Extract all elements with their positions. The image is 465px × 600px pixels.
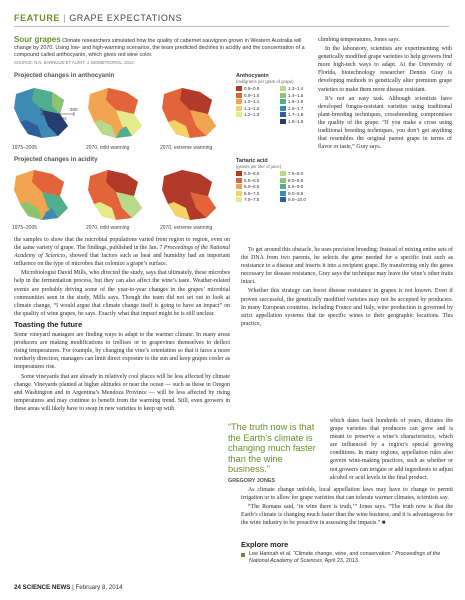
legend-label: 7.5–8.0 [288,171,304,176]
legend-title: Anthocyanin [236,73,269,79]
legend-item [236,119,276,124]
legend-item [236,106,276,111]
legend-label: 5.0–5.5 [244,171,260,176]
map-label-mild: 2070, mild warming [86,145,130,151]
map-acidity-1975-2005 [14,170,68,220]
map-label-baseline: 1975–2005 [12,145,38,151]
legend-item [280,106,320,111]
legend-item [280,191,320,196]
legend-swatch [236,99,242,104]
body-column-right-wide [241,246,453,329]
legend-item [236,99,276,104]
legend-label: 1.2–1.3 [244,112,260,117]
acidity-maps [12,164,232,230]
anthocyanin-legend [236,73,320,124]
legend-unit: (milligrams per gram of grape) [236,79,294,84]
acidity-title: Projected changes in acidity [14,156,98,163]
legend-label: 9.5–10.0 [288,197,306,202]
legend-swatch [236,178,242,183]
legend-swatch [280,93,286,98]
legend-item [236,191,276,196]
legend-item [280,184,320,189]
legend-item [280,99,320,104]
section-label: FEATURE [14,13,61,23]
legend-label: 1.3–1.4 [288,86,304,91]
anthocyanin-maps [12,80,232,152]
map-label-extreme-acid: 2070, extreme warming [160,225,213,231]
legend-unit-acid: (grams per liter of juice) [236,164,282,169]
paragraph: Some vineyard managers are finding ways to adapt to the warmer climate. In many areas producers are making modifications to trellises or to grapevines themselves to deflect rising temperatures. For example, by changing the vine’s orientation so that it faces a more northerly direction, managers can limit direct exposure to the sun and keep grapes cooler as temperatures rise. [14,332,230,371]
legend-swatch [236,191,242,196]
legend-label: 0.9–1.0 [244,92,260,98]
legend-label: 5.5–6.0 [244,177,260,183]
legend-label: 6.0–6.5 [244,184,260,189]
legend-swatch [236,93,242,98]
legend-label: 9.0–9.5 [288,190,304,196]
subheading: Toasting the future [14,319,83,329]
legend-label: 8.5–9.0 [288,184,304,189]
legend-swatch [236,106,242,111]
paragraph: It’s not an easy task. Although scientists have developed fungus-resistant varieties using traditional plant-breeding techniques, crossbreeding compromises the quality of the grape. “If you make a cross using traditional breeding techniques, you don’t get anything that resembles the original parent grape in terms of flavor or taste,” Gray says. [318,95,452,151]
journal-name: Proceedings of the National Academy of Sciences [14,245,231,260]
legend-item [236,171,276,176]
legend-label: 1.1–1.2 [244,105,260,111]
legend-item [236,86,276,91]
map-label-extreme: 2070, extreme warming [160,145,213,151]
pull-quote [228,422,326,485]
paragraph: In the laboratory, scientists are experimenting with genetically modified grape varieties to help growers find more high-tech ways to adapt. At the University of Florida, biotechnology researcher Dennis Gray is developing methods to genetically alter premium grape varieties to make them more disease resistant. [318,46,452,93]
legend-label: 1.0–1.1 [244,99,260,104]
legend-item [280,171,320,176]
legend-label: 1.7–1.8 [288,112,304,117]
legend-swatch [280,86,286,91]
legend-label: 0.8–0.9 [244,86,260,91]
anthocyanin-title: Projected changes in anthocyanin [14,72,115,79]
legend-swatch [280,178,286,183]
paragraph: “The Romans said, ‘in wine there is truth,’” Jones says. “The truth now is that the Earth’s climate is changing much faster than the wine business, and it is advantageous for the wine industry to be proactive in assessing the impacts.” ■ [241,504,453,527]
section-header: FEATURE | GRAPE EXPECTATIONS [14,13,183,23]
legend-label: 1.6–1.7 [288,105,304,111]
legend-swatch [236,171,242,176]
body-column-left [14,236,230,414]
paragraph [14,236,230,268]
legend-label: 8.0–8.5 [288,177,304,183]
figure-source: SOURCE: N.N. BARNUUD ET AL/INT. J. BIOMETEOROL. 2013 [14,60,134,65]
figure-title: Sour grapes [14,35,61,44]
paragraph: Some vineyards that are already in relatively cool places will be less affected by climate change. Vineyards planted at higher altitudes or near the ocean — such as those in Oregon and Washington and in Argentina’s Mendoza Province — will be less affected by rising temperatures and may continue to benefit from the warming trend. Still, even growers in these areas will likely have to swap in new varieties to keep up with [14,373,230,412]
publication-name: SCIENCE NEWS [22,584,71,591]
legend-label: 1.5–1.6 [288,99,304,104]
legend-swatch [280,184,286,189]
reference-journal: Proceedings of the National Academy of Sciences [249,551,441,565]
map-label-baseline-acid: 1975–2005 [12,225,38,231]
map-anthocyanin-1975-2005 [14,88,68,138]
scale-zero: 0 [40,107,43,112]
legend-label: 1.4–1.5 [288,92,304,98]
explore-title: Explore more [241,540,289,549]
legend-item [236,93,276,98]
legend-swatch [236,197,242,202]
legend-swatch [280,197,286,202]
bullet-icon [241,553,245,557]
legend-swatch [280,112,286,117]
issue-date: February 8, 2014 [75,584,123,591]
map-label-mild-acid: 2070, mild warming [86,225,130,231]
legend-swatch [236,112,242,117]
section-title: GRAPE EXPECTATIONS [69,13,183,23]
legend-label: 7.0–7.5 [244,197,260,202]
page-footer [14,584,123,591]
legend-item [236,184,276,189]
legend-grid [236,86,320,124]
figure-description: Climate researchers simulated how the quality of cabernet sauvignon grown in Western Australia will change by 2070. Using low- and high-warming scenarios, the team predicted declines in acidity and the concentration of a compound called anthocyanin, which gives red wine color. [14,38,305,58]
legend-swatch [280,191,286,196]
legend-item [280,119,320,124]
reference-text: Lee Hannah et al. “Climate change, wine, and conservation.” [249,551,396,557]
map-anthocyanin-extreme [162,88,216,138]
legend-grid-acid [236,171,320,202]
legend-label: 1.8–1.9 [288,118,304,124]
paragraph: Microbiologist David Mills, who directed the study, says that ultimately, these microbes help in the fermentation process, but they can also affect the wine’s taste. Weather-related events are probably driving some of the year-to-year changes in the grapes’ microbial communities seen in the study, Mills says. Though the team did not set out to look at climate change, “I would argue that climate change itself is going to have an impact” on the quality of wine grapes, he says. Exactly what that impact might be is still unclear. [14,270,230,317]
body-column-right-bottom [241,486,453,528]
legend-title-acid: Tartaric acid [236,158,268,164]
explore-more [241,540,453,565]
legend-item [280,112,320,117]
paragraph-text: the samples to show that the microbial populations varied from region to region, even on the same variety of grape. The findings, published in the Jan. 7 [14,237,230,252]
legend-swatch [280,119,286,124]
legend-swatch [280,171,286,176]
legend-swatch [280,106,286,111]
legend-item [236,197,276,202]
legend-item [280,178,320,183]
page-number: 24 [14,584,21,591]
scale-unit: kilometers [46,116,67,121]
legend-item [280,93,320,98]
legend-swatch [236,184,242,189]
map-acidity-extreme [162,170,216,220]
paragraph: To get around this obstacle, he uses precision breeding: Instead of mixing entire sets of the DNA from two parents, he selects the gene needed for a specific trait such as resistance to a disease and inserts it into a recipient grape. By transferring only the genes necessary for disease resistance, Gray says the technique may leave the wine’s other traits intact. [241,247,453,286]
paragraph-text: , showed that factors such as heat and humidity had an important influence on the type of microbes that colonize a grape’s surface. [14,253,230,268]
figure-caption [14,36,314,67]
footer-separator: | [72,584,74,591]
acidity-legend [236,158,320,202]
pull-quote-attribution: GREGORY JONES [228,477,276,484]
scale-max: 200 [70,107,78,112]
legend-label: 6.5–7.0 [244,190,260,196]
paragraph: As climate change unfolds, local appellation laws may have to change to permit irrigation or to allow for grape varieties that can tolerate warmer climates, scientists say. [241,487,453,502]
legend-swatch [280,99,286,104]
explore-reference [241,551,453,565]
reference-date: . April 23, 2013. [321,558,360,565]
header-rule [14,26,449,27]
pull-quote-text: “The truth now is that the Earth’s climate is changing much faster than the wine business.” [228,422,316,475]
legend-item [236,178,276,183]
paragraph: Whether this strategy can boost disease resistance in grapes is not known. Even if proven successful, the genetically modified varieties may not be accepted by producers. In many European countries, including France and Italy, wine production is governed by strict appellation systems that tie specific wines to their geographic locations. This practice, [241,288,453,327]
legend-item [280,197,320,202]
legend-item [280,86,320,91]
body-column-right-narrow [330,417,453,483]
body-column-right-top [318,36,452,152]
map-acidity-mild [88,170,142,220]
paragraph: climbing temperatures, Jones says. [318,37,400,43]
map-anthocyanin-mild [88,88,142,138]
legend-swatch [236,86,242,91]
legend-item [236,112,276,117]
paragraph: which dates back hundreds of years, dictates the grape varieties that producers can grow and is meant to preserve a wine’s characteristics, which are influenced by a region’s special growing conditions. In many regions, appellation rules also govern wine-making practices, such as whether or not growers can irrigate or add ingredients to adjust alcohol or acid levels in the final product. [330,418,453,481]
